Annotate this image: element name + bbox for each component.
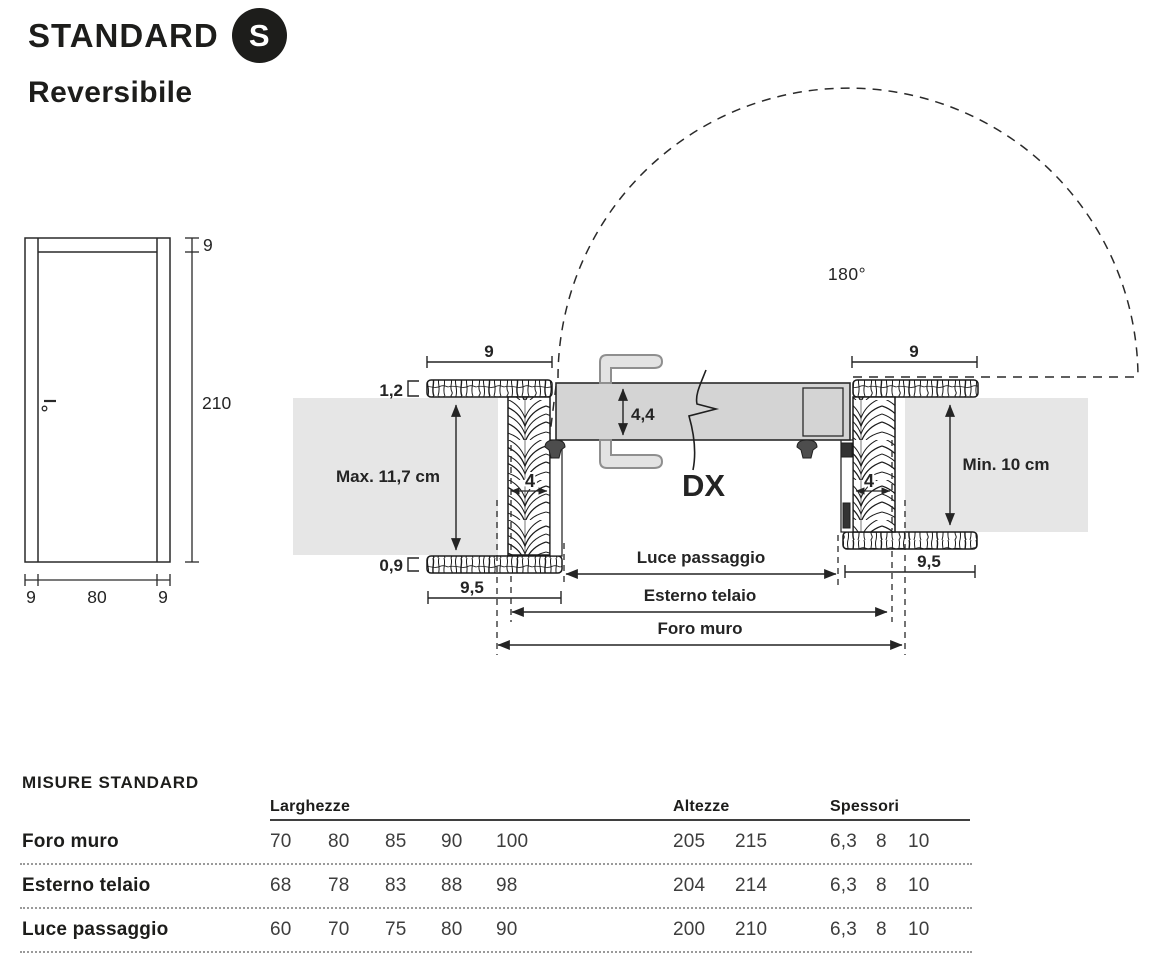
cell: 85	[385, 831, 407, 852]
cell: 98	[496, 875, 518, 896]
cell: 6,3	[830, 831, 858, 852]
table-group-widths: Larghezze	[270, 798, 673, 821]
cell: 75	[385, 919, 407, 940]
cell: 204	[673, 875, 706, 896]
table-header-spacer	[20, 798, 270, 821]
cell: 6,3	[830, 875, 858, 896]
cell: 90	[496, 919, 518, 940]
table-header-row	[20, 798, 972, 821]
cell: 8	[876, 831, 887, 852]
dim-jamb-right-label: 4	[863, 471, 875, 491]
door-leaf	[556, 383, 850, 440]
cell: 8	[876, 919, 887, 940]
page-title: STANDARD	[28, 17, 219, 54]
wall-left-label: Max. 11,7 cm	[336, 467, 440, 486]
hand-label: DX	[682, 468, 726, 503]
table-group-thicknesses: Spessori	[830, 798, 970, 821]
elevation-dim-bottom-right: 9	[158, 587, 168, 607]
dim-frame-outside-label: Esterno telaio	[643, 586, 757, 605]
door-elevation	[25, 238, 170, 562]
dim-depth-left-label: 9,5	[460, 578, 484, 597]
dim-frame-left-label: 9	[484, 342, 494, 361]
left-architrave-bottom	[427, 556, 562, 573]
cell: 200	[673, 919, 706, 940]
cell: 10	[908, 919, 930, 940]
dim-wall-opening-label: Foro muro	[657, 619, 743, 638]
table-row	[20, 865, 972, 909]
row-label: Luce passaggio	[22, 919, 169, 940]
cell: 83	[385, 875, 407, 896]
cell: 68	[270, 875, 292, 896]
cell: 78	[328, 875, 350, 896]
latch-bolt	[841, 443, 852, 457]
elevation-dim-bottom-width: 80	[87, 587, 107, 607]
left-architrave-top	[427, 380, 552, 397]
elevation-keyhole	[42, 406, 47, 411]
cell: 88	[441, 875, 463, 896]
cell: 100	[496, 831, 529, 852]
cell: 90	[441, 831, 463, 852]
dim-clear-opening-label: Luce passaggio	[636, 548, 766, 567]
table-group-heights: Altezze	[673, 798, 830, 821]
right-architrave-bottom	[843, 532, 977, 549]
right-jamb	[853, 397, 895, 532]
swing-arc-path	[558, 88, 1138, 378]
cell: 6,3	[830, 919, 858, 940]
wall-right-label: Min. 10 cm	[962, 455, 1050, 474]
door-swing-arc	[550, 88, 1138, 434]
cell: 210	[735, 919, 768, 940]
cell: 80	[441, 919, 463, 940]
elevation-dim-bottom-left: 9	[26, 587, 36, 607]
elevation-dim-height: 210	[202, 393, 232, 413]
elevation-dimensions	[25, 238, 199, 586]
cell: 8	[876, 875, 887, 896]
row-label: Foro muro	[22, 831, 119, 852]
row-label: Esterno telaio	[22, 875, 151, 896]
cell: 70	[328, 919, 350, 940]
cell: 214	[735, 875, 768, 896]
dim-trim-bottom-label: 0,9	[379, 556, 403, 575]
cell: 215	[735, 831, 768, 852]
table-row	[20, 909, 972, 953]
dim-depth-right-label: 9,5	[917, 552, 941, 571]
swing-angle-label: 180°	[827, 264, 867, 284]
cell: 60	[270, 919, 292, 940]
dim-trim-top-label: 1,2	[379, 381, 403, 400]
page-subtitle: Reversibile	[28, 76, 193, 109]
dim-jamb-left-label: 4	[524, 471, 536, 491]
dim-frame-right-label: 9	[909, 342, 919, 361]
handle-upper	[600, 355, 662, 383]
dim-leaf-thickness-label: 4,4	[631, 405, 655, 424]
table-title: MISURE STANDARD	[22, 773, 199, 792]
table-row	[20, 821, 972, 865]
cell: 70	[270, 831, 292, 852]
elevation-dim-top-frame: 9	[203, 235, 213, 255]
series-badge-letter: S	[248, 17, 270, 53]
handle-lower	[600, 440, 662, 468]
right-architrave-top	[853, 380, 978, 397]
lock-cylinder-icon	[797, 440, 817, 458]
cell: 80	[328, 831, 350, 852]
cell: 205	[673, 831, 706, 852]
cell: 10	[908, 831, 930, 852]
deadbolt	[843, 503, 850, 528]
measures-table	[20, 798, 972, 953]
cell: 10	[908, 875, 930, 896]
